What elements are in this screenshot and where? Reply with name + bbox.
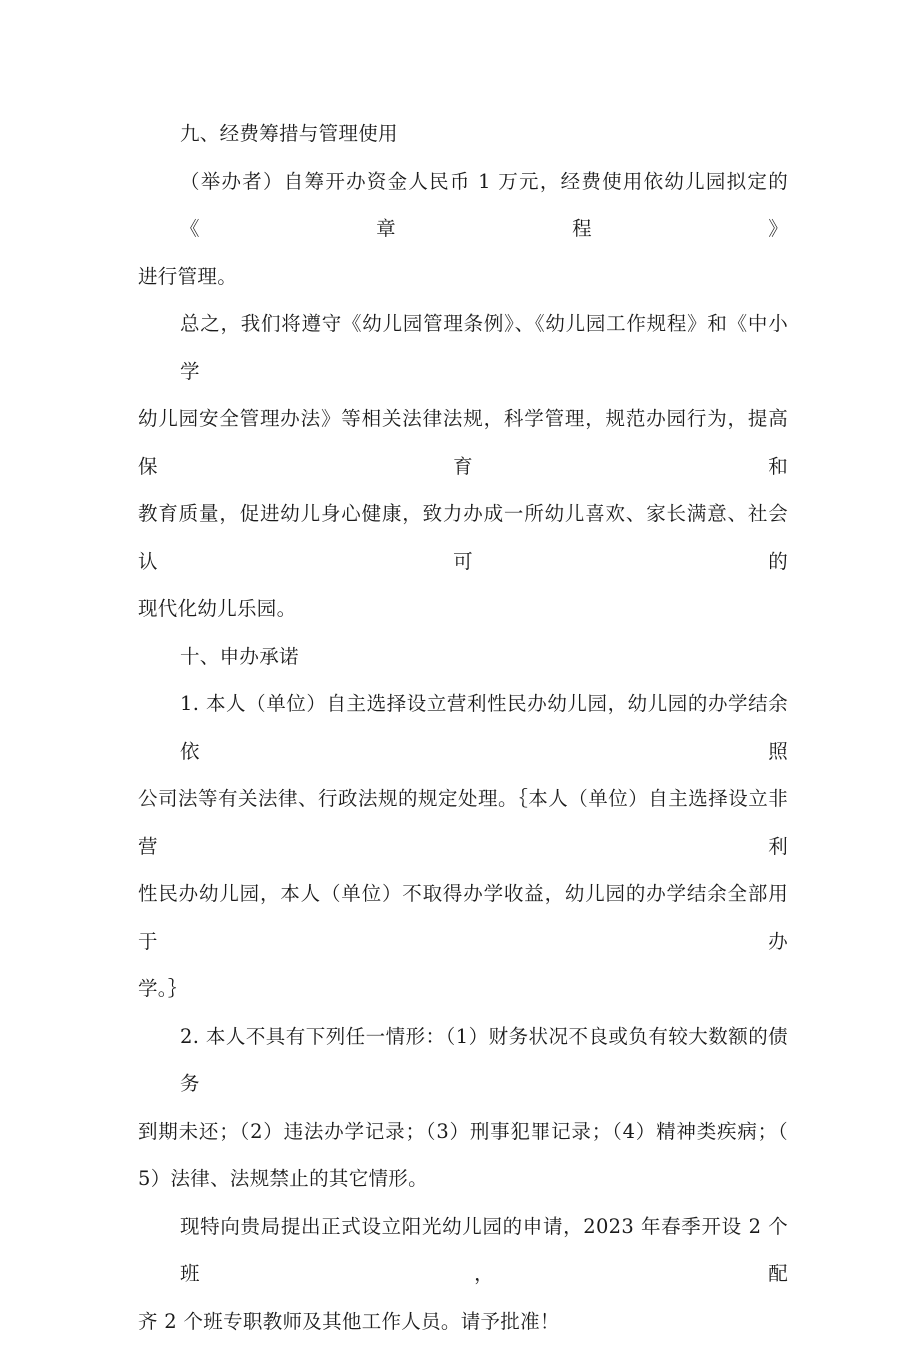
commitment-item-1 [138, 680, 788, 1013]
closing-line-2: 齐 2 个班专职教师及其他工作人员。请予批准！ [138, 1298, 788, 1345]
commitment-1-line-3: 性民办幼儿园，本人（单位）不取得办学收益，幼儿园的办学结余全部用于办 [138, 870, 788, 965]
funding-paragraph [138, 158, 788, 301]
commitment-2-line-2: 到期未还；（2）违法办学记录；（3）刑事犯罪记录；（4）精神类疾病；（ [138, 1108, 788, 1156]
commitment-2-line-3: 5）法律、法规禁止的其它情形。 [138, 1155, 788, 1203]
commitment-2-line-1: 2. 本人不具有下列任一情形：（1）财务状况不良或负有较大数额的债务 [138, 1013, 788, 1108]
closing-line-1: 现特向贵局提出正式设立阳光幼儿园的申请，2023 年春季开设 2 个班，配 [138, 1203, 788, 1298]
commitment-1-line-2: 公司法等有关法律、行政法规的规定处理。｛本人（单位）自主选择设立非营利 [138, 775, 788, 870]
commitment-1-line-1: 1. 本人（单位）自主选择设立营利性民办幼儿园，幼儿园的办学结余依照 [138, 680, 788, 775]
section-10-heading: 十、申办承诺 [138, 633, 788, 681]
summary-line-2: 幼儿园安全管理办法》等相关法律法规，科学管理，规范办园行为，提高保育和 [138, 395, 788, 490]
document-page [138, 110, 788, 1345]
commitment-item-2 [138, 1013, 788, 1203]
summary-line-3: 教育质量，促进幼儿身心健康，致力办成一所幼儿喜欢、家长满意、社会认可的 [138, 490, 788, 585]
funding-line-2: 进行管理。 [138, 253, 788, 301]
closing-paragraph [138, 1203, 788, 1345]
summary-line-1: 总之，我们将遵守《幼儿园管理条例》、《幼儿园工作规程》和《中小学 [138, 300, 788, 395]
summary-line-4: 现代化幼儿乐园。 [138, 585, 788, 633]
funding-line-1: （举办者）自筹开办资金人民币 1 万元，经费使用依幼儿园拟定的《章程》 [138, 158, 788, 253]
section-9-heading: 九、经费筹措与管理使用 [138, 110, 788, 158]
summary-paragraph [138, 300, 788, 633]
commitment-1-line-4: 学。｝ [138, 965, 788, 1013]
